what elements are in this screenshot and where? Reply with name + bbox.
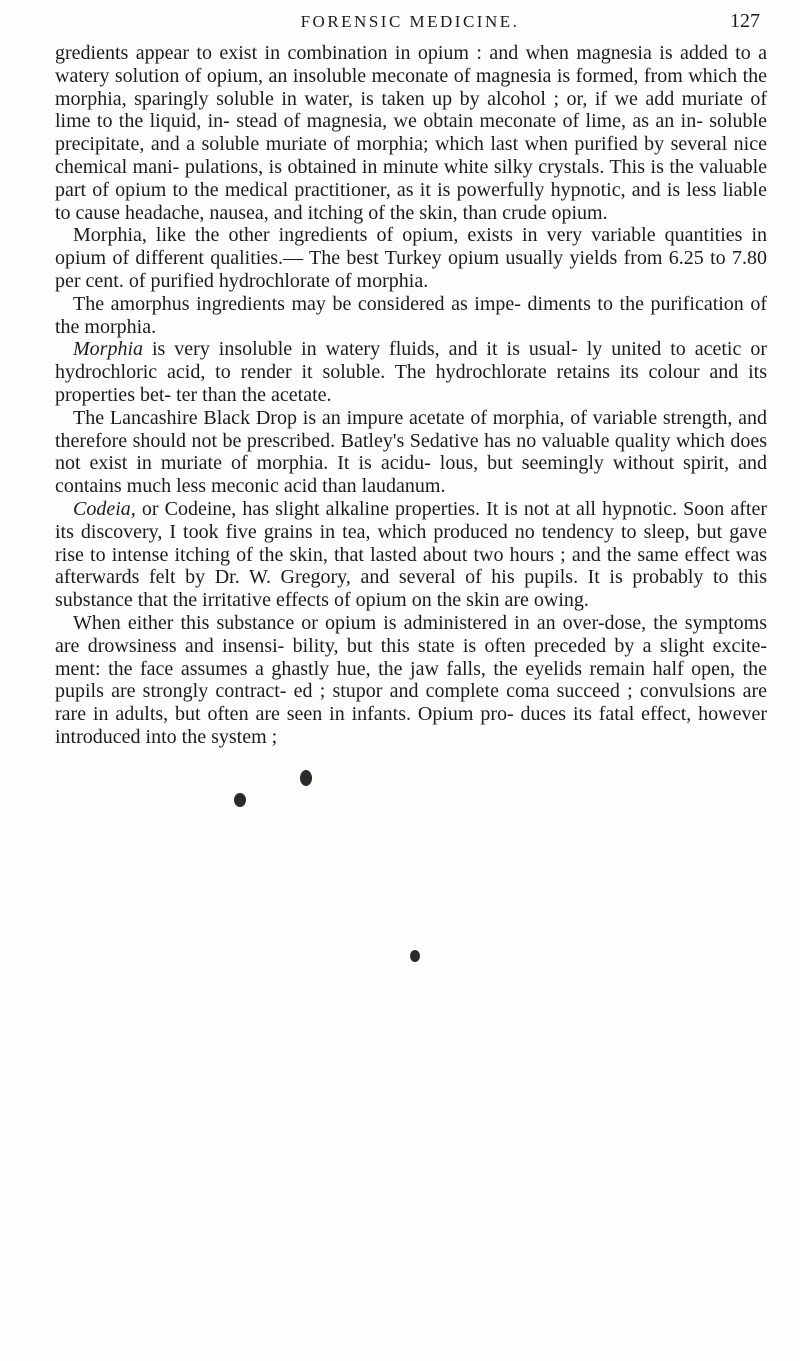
paragraph-opium-combination: gredients appear to exist in combination in opium : and when magnesia is added to a watery solution of opium, an insoluble meconate of magnesia is formed, from which the morphia, sparingly soluble in water, is taken up by alcohol ; or, if we add muriate of lime to the liquid, in- stead of magnesia, we obtain meconate of lime, as an in- soluble precipitate, and a soluble muriate of morphia; which last when purified by several nice chemical mani- pulations, is obtained in minute white silky crystals. This is the valuable part of opium to the medical practitioner, as it is powerfully hypnotic, and is less liable to cause headache, nausea, and itching of the skin, than crude opium. — [55, 42, 768, 224]
paragraph-overdose-symptoms: When either this substance or opium is administered in an over-dose, the symptoms are drowsiness and insensi- bility, but this state is often preceded by a slight excite- ment: the face assumes a ghastly hue, the jaw falls, the eyelids remain half open, the pupils are strongly contract- ed ; stupor and complete coma succeed ; convulsions are rare in adults, but often are seen in infants. Opium pro- duces its fatal effect, however introduced into the system ; — [55, 611, 768, 748]
running-title: FORENSIC MEDICINE. — [300, 12, 520, 31]
paragraph-morphia-quantities: Morphia, like the other ingredients of opium, exists in very variable quantities in opium of different qualities.— The best Turkey opium usually yields from 6.25 to 7.80 per cent. of purified hydrochlorate of morphia. — [55, 224, 768, 292]
paragraph-black-drop: The Lancashire Black Drop is an impure acetate of morphia, of variable strength, and therefore should not be prescribed. Batley's Sedative has no valuable quality which does not exist in muriate of morphia. It is acidu- lous, but seemingly without spirit, and contains much less meconic acid than laudanum. — [55, 406, 767, 498]
body-text — [55, 42, 767, 749]
italic-term: Codeia, — [73, 497, 136, 520]
italic-term: Morphia — [73, 338, 143, 361]
page-number: 127 — [730, 10, 760, 32]
ink-blot — [410, 950, 420, 962]
ink-blot — [234, 793, 246, 807]
paragraph-morphia-solubility: Morphia is very insoluble in watery fluids, and it is usual- ly united to acetic or hydrochloric acid, to render it soluble. The hydrochlorate retains its colour and its properties bet- ter than the acetate. — [55, 338, 768, 406]
paragraph-amorphus-ingredients: The amorphus ingredients may be considered as impe- diments to the purification of the morphia. — [55, 292, 768, 338]
ink-blot — [300, 770, 312, 786]
running-head — [60, 10, 760, 36]
paragraph-codeia: Codeia, or Codeine, has slight alkaline properties. It is not at all hypnotic. Soon after its discovery, I took five grains in tea, which produced no tendency to sleep, but gave rise to intense itching of the skin, that lasted about two hours ; and the same effect was afterwards felt by Dr. W. Gregory, and several of his pupils. It is probably to this substance that the irritative effects of opium on the skin are owing. — [55, 497, 768, 612]
